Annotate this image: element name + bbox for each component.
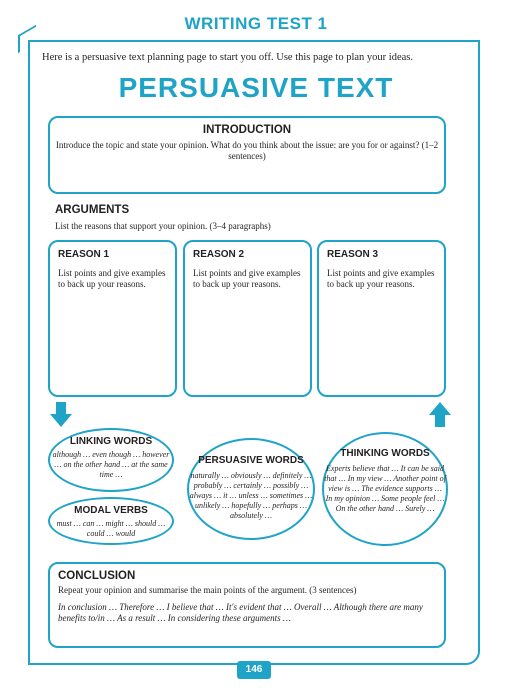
reason-3-heading: REASON 3	[327, 249, 379, 260]
page-number: 146	[237, 661, 271, 679]
arrow-up-icon	[428, 402, 452, 428]
page-title: PERSUASIVE TEXT	[118, 72, 394, 103]
test-title: WRITING TEST 1	[184, 14, 328, 33]
introduction-heading: INTRODUCTION	[202, 124, 292, 136]
conclusion-examples: In conclusion … Therefore … I believe that … It's evident that … Overall … Although there are many benefits to/in … As a result … In considering these arguments …	[58, 602, 423, 623]
arguments-subtext: List the reasons that support your opinion. (3–4 paragraphs)	[55, 221, 271, 231]
reason-2-text: List points and give examples to back up your reasons.	[193, 268, 301, 289]
conclusion-box	[48, 562, 446, 648]
reason-1-box	[48, 240, 177, 397]
thinking-words-heading: THINKING WORDS	[340, 448, 430, 459]
modal-verbs-bubble	[48, 497, 174, 545]
arguments-heading: ARGUMENTS	[55, 204, 130, 216]
linking-words-bubble	[48, 428, 174, 492]
modal-verbs-heading: MODAL VERBS	[74, 505, 148, 516]
persuasive-words-text: naturally … obviously … definitely … probably … certainly … possibly … always … it … unless … sometimes … unlikely … hopefully … perhaps … absolutely …	[189, 471, 313, 520]
reason-2-box	[183, 240, 312, 397]
reason-3-box	[317, 240, 446, 397]
linking-words-text: although … even though … however … on the other hand … at the same time …	[52, 450, 170, 479]
reason-1-text: List points and give examples to back up your reasons.	[58, 268, 166, 289]
persuasive-words-bubble	[187, 438, 315, 540]
linking-words-heading: LINKING WORDS	[69, 436, 153, 447]
reason-2-heading: REASON 2	[193, 249, 245, 260]
reason-3-text: List points and give examples to back up your reasons.	[327, 268, 435, 289]
modal-verbs-text: must … can … might … should … could … would	[56, 519, 166, 538]
thinking-words-text: Experts believe that … It can be said that … In my view … Another point of view is … The evidence supports … In my opinion … Some people feel … On the other hand … Surely …	[324, 464, 446, 513]
conclusion-heading: CONCLUSION	[58, 570, 136, 582]
introduction-text: Introduce the topic and state your opinion. What do you think about the issue: are you for or against? (1–2 sentences)	[55, 140, 439, 161]
thinking-words-bubble	[322, 432, 448, 546]
conclusion-text: Repeat your opinion and summarise the main points of the argument. (3 sentences)	[58, 585, 357, 595]
arrow-down-icon	[49, 402, 73, 428]
intro-line: Here is a persuasive text planning page to start you off. Use this page to plan your ideas.	[42, 52, 414, 63]
introduction-box	[48, 116, 446, 194]
reason-1-heading: REASON 1	[58, 249, 110, 260]
persuasive-words-heading: PERSUASIVE WORDS	[198, 455, 304, 466]
